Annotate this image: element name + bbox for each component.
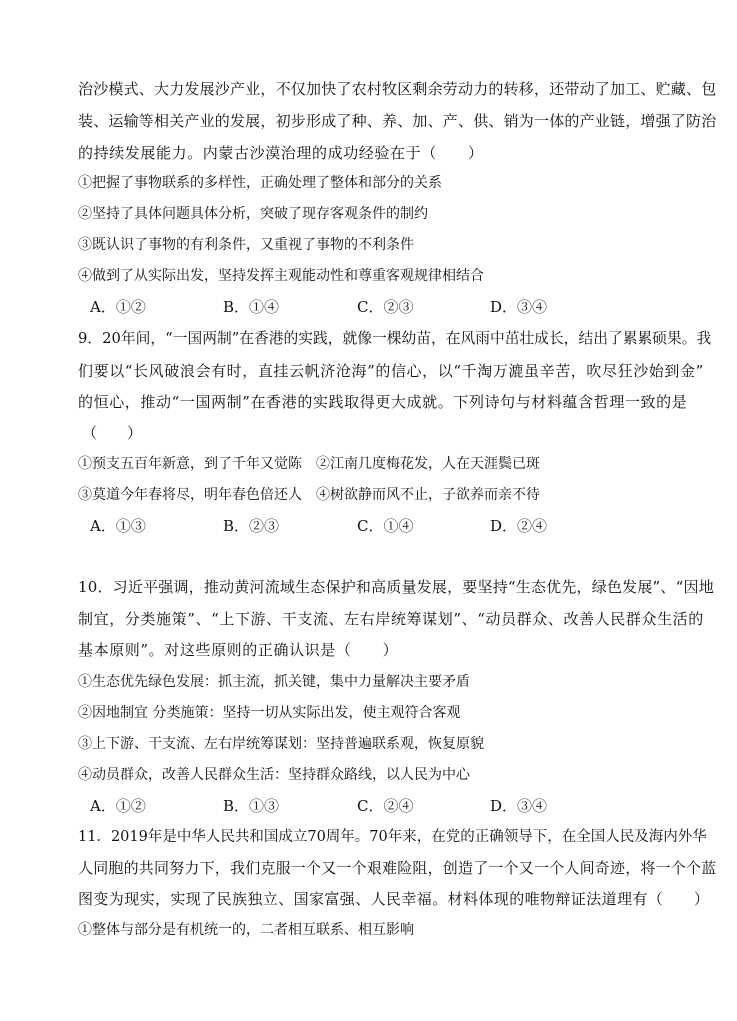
q10-stem-line-3: 基本原则”。对这些原则的正确认识是（ ）: [78, 641, 399, 659]
q10-choice-a[interactable]: A．①②: [90, 797, 146, 815]
q10-choice-d[interactable]: D．③④: [490, 797, 548, 815]
q9-choice-c[interactable]: C．①④: [357, 517, 414, 535]
q8-stem-line-2: 装、运输等相关产业的发展，初步形成了种、养、加、产、供、销为一体的产业链，增强了防治: [78, 112, 717, 130]
q10-stem-line-1: 10．习近平强调，推动黄河流域生态保护和高质量发展，要坚持“生态优先，绿色发展”、“因地: [78, 578, 714, 596]
q8-option-4: ④做到了从实际出发，坚持发挥主观能动性和尊重客观规律相结合: [78, 268, 484, 284]
q8-choices: [90, 297, 650, 317]
q11-stem-line-3: 图变为现实，实现了民族独立、国家富强、人民幸福。材料体现的唯物辩证法道理有（ ）: [78, 890, 710, 908]
q9-stem-line-3: 的恒心，推动“一国两制”在香港的实践取得更大成就。下列诗句与材料蕴含哲理一致的是: [78, 393, 688, 411]
q10-stem-line-2: 制宜，分类施策”、“上下游、干支流、左右岸统筹谋划”、“动员群众、改善人民群众生活的: [78, 610, 704, 628]
q10-option-1: ①生态优先绿色发展：抓主流，抓关键，集中力量解决主要矛盾: [78, 674, 470, 690]
q8-option-3: ③既认识了事物的有利条件，又重视了事物的不利条件: [78, 237, 414, 253]
q9-choices: [90, 516, 650, 536]
q10-option-3: ③上下游、干支流、左右岸统筹谋划：坚持普遍联系观，恢复原貌: [78, 736, 484, 752]
q11-stem-line-1: 11．2019年是中华人民共和国成立70周年。70年来，在党的正确领导下，在全国人民及海内外华: [78, 829, 707, 845]
q10-option-2: ②因地制宜 分类施策：坚持一切从实际出发，使主观符合客观: [78, 705, 461, 721]
q9-choice-d[interactable]: D．②④: [490, 517, 548, 535]
q8-option-1: ①把握了事物联系的多样性，正确处理了整体和部分的关系: [78, 175, 442, 191]
q9-choice-a[interactable]: A．①③: [90, 517, 146, 535]
q9-choice-b[interactable]: B．②③: [223, 517, 280, 535]
q8-choice-b[interactable]: B．①④: [223, 298, 280, 316]
q9-stem-line-4: （ ）: [82, 424, 143, 442]
q10-choice-b[interactable]: B．①③: [223, 797, 280, 815]
q10-choices: [90, 796, 650, 816]
q11-stem-line-2: 人同胞的共同努力下，我们克服一个又一个艰难险阻，创造了一个又一个人间奇迹，将一个个蓝: [78, 859, 717, 877]
q9-stem-line-1: 9．20年间，“一国两制”在香港的实践，就像一棵幼苗，在风雨中茁壮成长，结出了累累硕果。我: [78, 330, 712, 347]
q8-choice-a[interactable]: A．①②: [90, 298, 146, 316]
q8-choice-d[interactable]: D．③④: [490, 298, 548, 316]
q8-choice-c[interactable]: C．②③: [357, 298, 414, 316]
q8-option-2: ②坚持了具体问题具体分析，突破了现存客观条件的制约: [78, 206, 428, 222]
q11-option-1: ①整体与部分是有机统一的，二者相互联系、相互影响: [78, 922, 414, 938]
q9-stem-line-2: 们要以“长风破浪会有时，直挂云帆济沧海”的信心，以“千淘万漉虽辛苦，吹尽狂沙始到金”: [78, 362, 704, 380]
q8-stem-line-1: 治沙模式、大力发展沙产业，不仅加快了农村牧区剩余劳动力的转移，还带动了加工、贮藏、包: [78, 80, 717, 98]
q10-option-4: ④动员群众，改善人民群众生活：坚持群众路线，以人民为中心: [78, 767, 470, 783]
q10-choice-c[interactable]: C．②④: [357, 797, 414, 815]
q8-stem-line-3: 的持续发展能力。内蒙古沙漠治理的成功经验在于（ ）: [78, 144, 484, 162]
q9-option-row-2: ③莫道今年春将尽，明年春色倍还人 ④树欲静而风不止，子欲养而亲不待: [78, 487, 540, 503]
q9-option-row-1: ①预支五百年新意，到了千年又觉陈 ②江南几度梅花发，人在天涯鬓已斑: [78, 456, 540, 472]
